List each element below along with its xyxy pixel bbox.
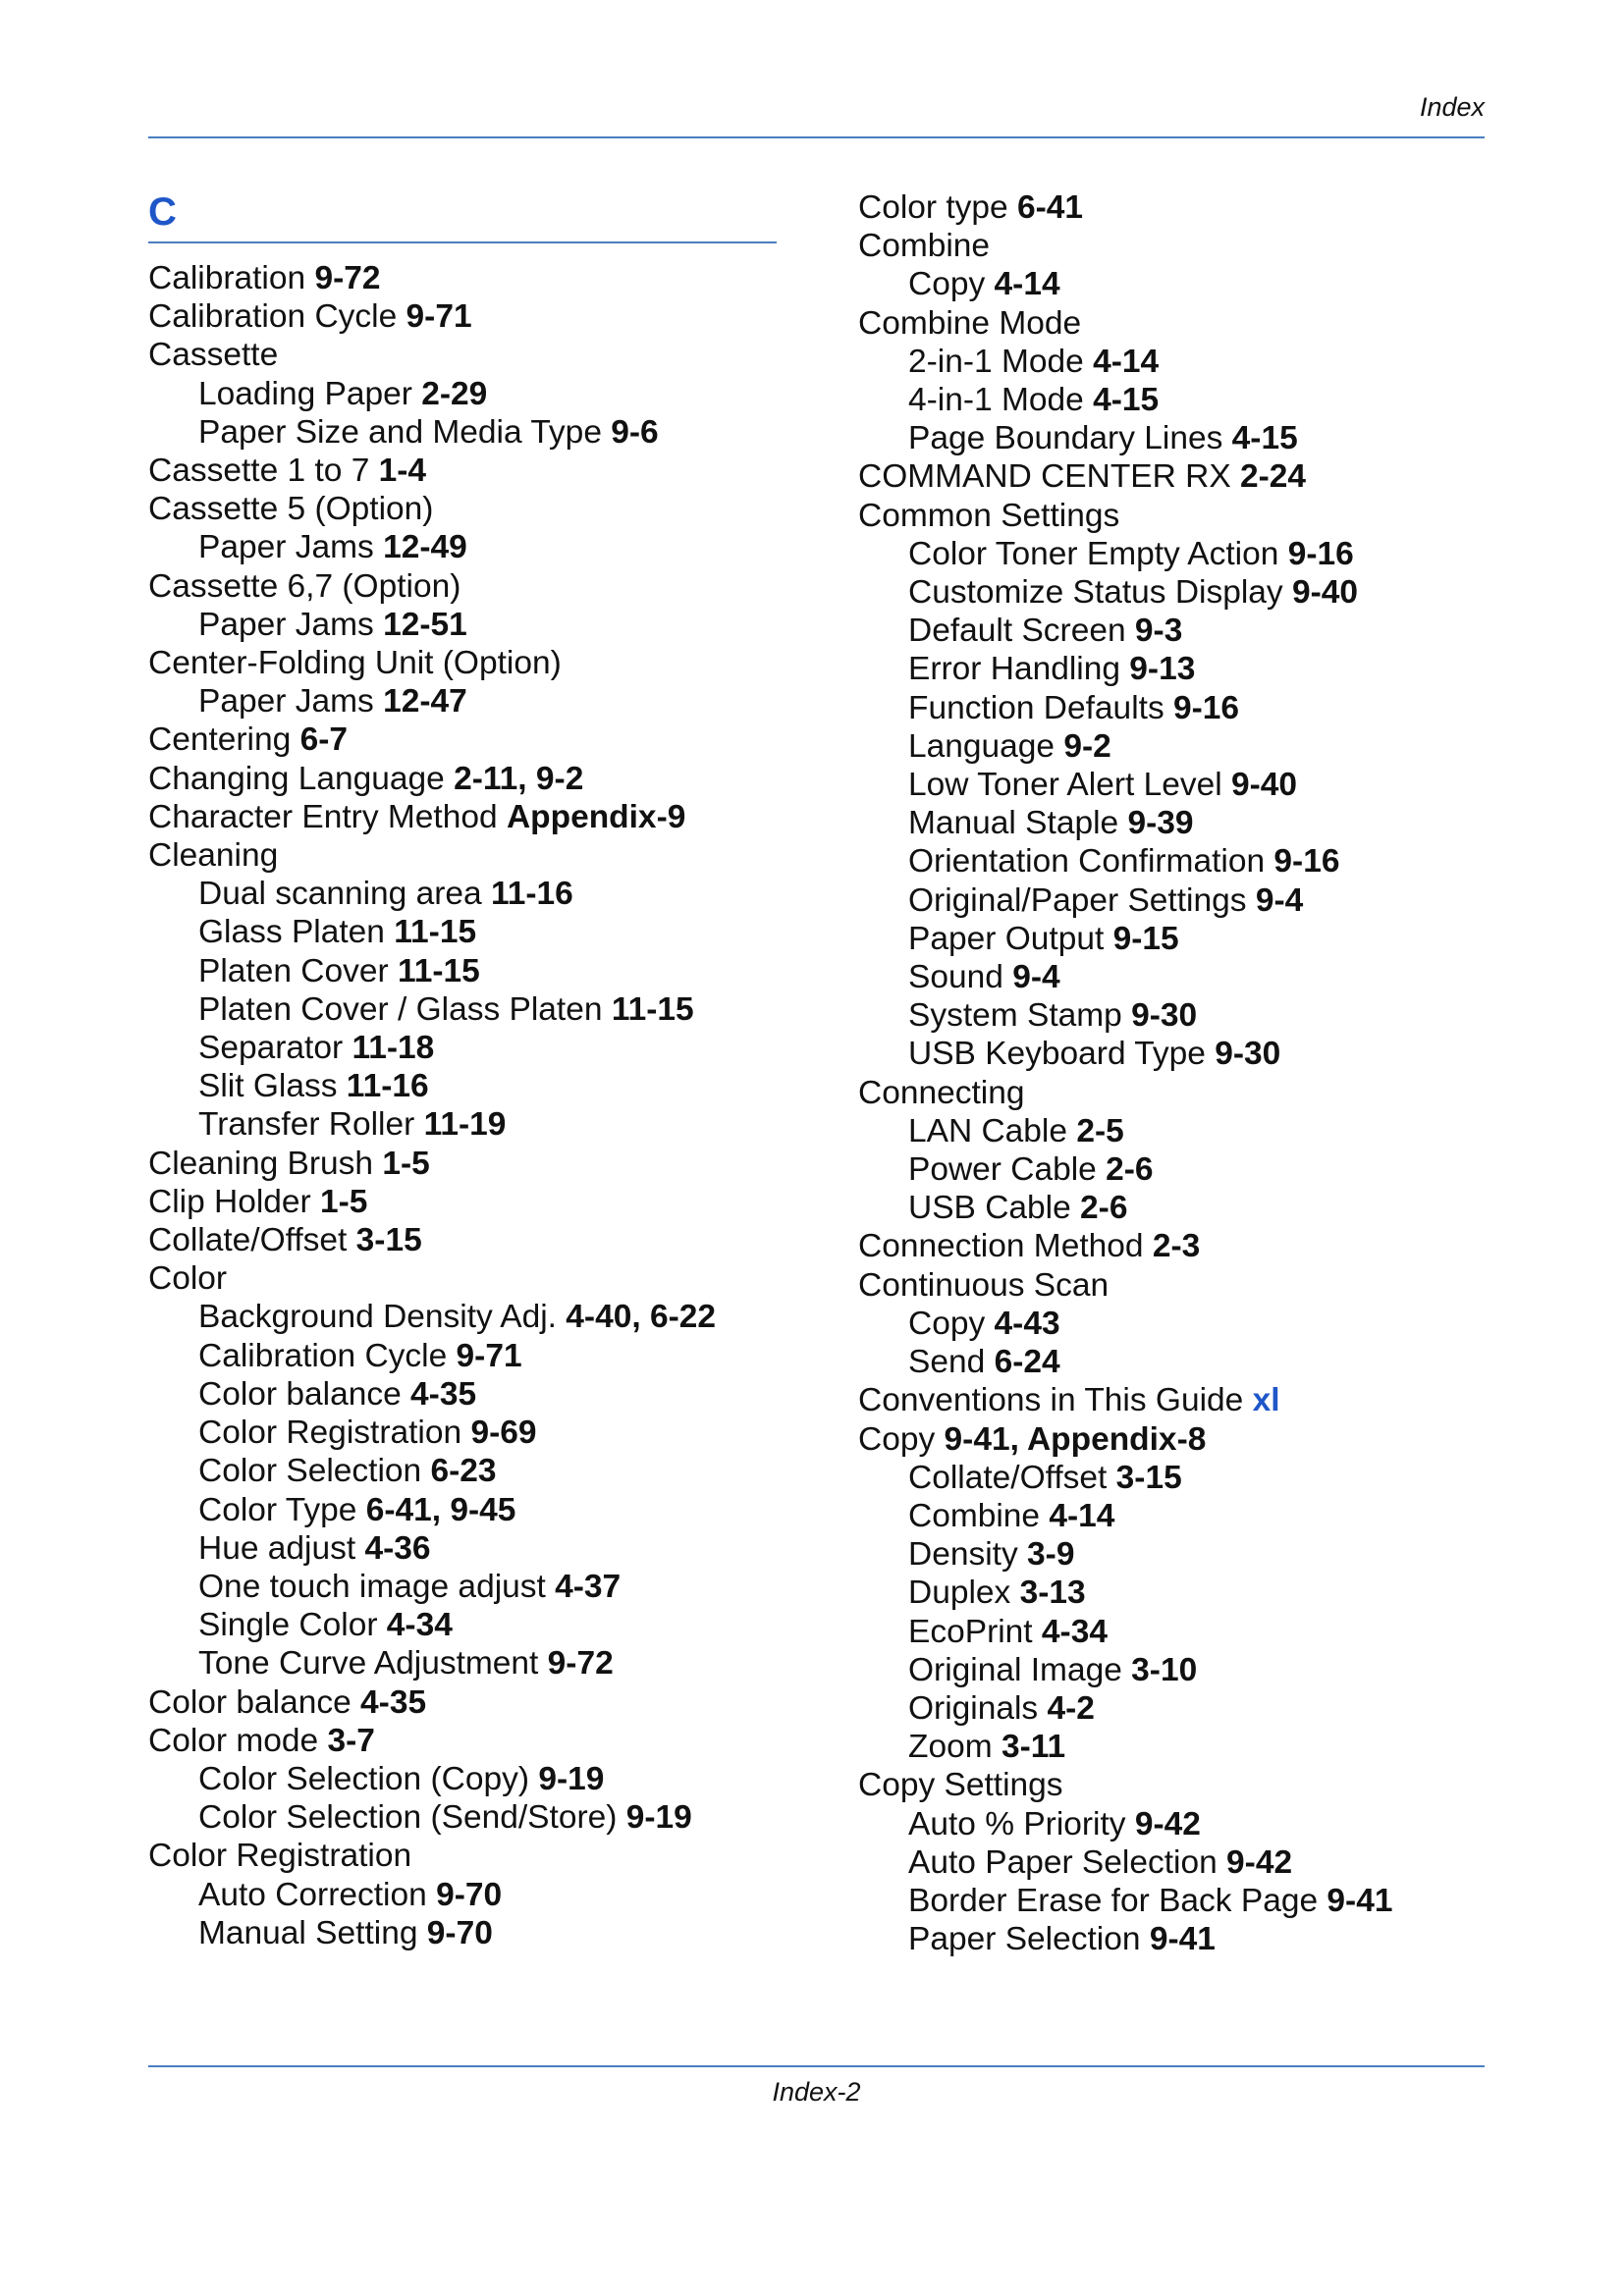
page-reference: 4-36 <box>364 1529 431 1567</box>
index-term: Platen Cover <box>198 952 389 989</box>
index-term: Centering <box>148 721 292 759</box>
index-subentry <box>858 650 1487 688</box>
index-term: Color Selection (Copy) <box>198 1760 529 1797</box>
index-term: Loading Paper <box>198 375 412 412</box>
page-reference: 9-4 <box>1255 881 1304 919</box>
index-entry <box>858 1227 1487 1265</box>
index-term: Calibration Cycle <box>198 1337 448 1374</box>
index-subentry <box>148 1337 777 1375</box>
index-term: Combine Mode <box>858 304 1082 342</box>
index-term: Color balance <box>198 1375 402 1413</box>
index-term: Copy Settings <box>858 1767 1063 1804</box>
index-term: Auto Paper Selection <box>908 1843 1218 1881</box>
page-reference: 9-40 <box>1231 767 1298 804</box>
page-reference: 4-40, 6-22 <box>566 1299 717 1336</box>
index-subentry <box>148 1798 777 1837</box>
page-reference: 1-5 <box>320 1183 368 1220</box>
page-reference: 11-16 <box>346 1068 429 1105</box>
page-reference: 2-29 <box>421 375 488 412</box>
index-term: Manual Staple <box>908 805 1119 842</box>
index-term: Collate/Offset <box>148 1222 348 1259</box>
index-subentry <box>148 528 777 566</box>
page-reference: 3-15 <box>355 1222 422 1259</box>
index-term: Conventions in This Guide <box>858 1382 1244 1419</box>
page-reference: 4-2 <box>1047 1689 1095 1727</box>
page-reference: 2-5 <box>1076 1112 1124 1149</box>
index-entry <box>858 1381 1487 1419</box>
index-term: Cleaning <box>148 837 279 875</box>
index-term: Paper Size and Media Type <box>198 413 602 451</box>
index-subentry <box>148 1606 777 1644</box>
index-term: Hue adjust <box>198 1529 356 1567</box>
index-term: Combine <box>908 1497 1041 1534</box>
index-subentry <box>858 727 1487 766</box>
index-term: Cassette 5 (Option) <box>148 491 434 528</box>
page-reference: 2-6 <box>1106 1151 1154 1189</box>
index-term: Paper Jams <box>198 529 374 566</box>
index-subentry <box>858 381 1487 419</box>
index-term: Color Registration <box>198 1415 462 1452</box>
index-term: Original/Paper Settings <box>908 881 1247 919</box>
index-term: Duplex <box>908 1575 1011 1612</box>
page-reference: 11-16 <box>490 876 573 913</box>
page-reference-link[interactable]: xl <box>1252 1382 1280 1419</box>
page-reference: 1-5 <box>382 1145 430 1182</box>
page-reference: 4-14 <box>1093 343 1160 380</box>
index-term: Collate/Offset <box>908 1459 1108 1496</box>
index-term: Page Boundary Lines <box>908 420 1223 457</box>
index-entry <box>148 1722 777 1760</box>
index-term: Common Settings <box>858 497 1120 534</box>
index-term: Function Defaults <box>908 689 1164 726</box>
index-subentry <box>148 1452 777 1490</box>
index-term: Power Cable <box>908 1151 1097 1189</box>
page-reference: 3-9 <box>1027 1536 1075 1574</box>
page-reference: 4-15 <box>1093 382 1160 419</box>
index-term: COMMAND CENTER RX <box>858 458 1231 496</box>
page-reference: Appendix-9 <box>506 798 686 835</box>
index-term: Auto % Priority <box>908 1805 1126 1842</box>
index-term: Calibration <box>148 260 306 296</box>
index-subentry <box>148 1067 777 1105</box>
index-subentry <box>858 996 1487 1035</box>
footer-page-number: Index-2 <box>772 2077 861 2107</box>
page-reference: 6-41 <box>1017 189 1084 226</box>
index-subentry <box>858 1651 1487 1689</box>
index-term: Calibration Cycle <box>148 298 398 336</box>
index-subentry <box>148 1105 777 1144</box>
page-reference: 9-70 <box>426 1914 493 1951</box>
page-reference: 4-43 <box>994 1305 1060 1342</box>
index-term: Character Entry Method <box>148 798 498 835</box>
index-term: Color Toner Empty Action <box>908 535 1279 572</box>
index-term: Changing Language <box>148 760 445 797</box>
index-subentry <box>858 1574 1487 1612</box>
index-subentry <box>148 1414 777 1452</box>
index-subentry <box>858 1459 1487 1497</box>
page-reference: 9-19 <box>538 1760 605 1797</box>
index-term: Cleaning Brush <box>148 1145 374 1182</box>
index-term: Single Color <box>198 1607 378 1644</box>
index-term: Original Image <box>908 1651 1122 1688</box>
page-reference: 9-30 <box>1215 1036 1281 1073</box>
index-subentry <box>148 413 777 452</box>
index-term: Zoom <box>908 1729 993 1766</box>
index-term: Auto Correction <box>198 1876 427 1913</box>
page-reference: 6-7 <box>299 721 348 759</box>
page-reference: 9-13 <box>1129 651 1196 688</box>
index-term: EcoPrint <box>908 1613 1033 1650</box>
page-reference: 9-41 <box>1326 1882 1393 1919</box>
index-subentry <box>148 375 777 413</box>
index-subentry <box>858 881 1487 920</box>
section-letter-heading: C <box>148 187 777 243</box>
page-reference: 2-6 <box>1080 1190 1128 1227</box>
page-reference: 9-15 <box>1112 920 1179 957</box>
index-term: Color mode <box>148 1722 319 1759</box>
index-term: 2-in-1 Mode <box>908 343 1084 380</box>
index-term: Copy <box>908 266 986 303</box>
index-term: Send <box>908 1344 986 1381</box>
index-term: Background Density Adj. <box>198 1299 557 1336</box>
page-reference: 9-69 <box>470 1415 537 1452</box>
index-term: Orientation Confirmation <box>908 843 1266 881</box>
page-reference: 9-42 <box>1134 1805 1201 1842</box>
index-entry <box>148 567 777 606</box>
index-entry <box>148 1221 777 1259</box>
index-subentry <box>858 419 1487 457</box>
index-term: Language <box>908 727 1056 765</box>
index-term: Color Selection <box>198 1453 422 1490</box>
page-reference: 6-24 <box>994 1344 1060 1381</box>
index-subentry <box>858 1535 1487 1574</box>
page-reference: 3-15 <box>1115 1459 1182 1496</box>
page-reference: 11-15 <box>611 990 694 1028</box>
index-subentry <box>858 1689 1487 1728</box>
index-entry <box>148 259 777 297</box>
index-term: System Stamp <box>908 997 1122 1035</box>
index-subentry <box>858 1189 1487 1227</box>
running-header <box>148 0 1485 138</box>
index-subentry <box>148 1298 777 1336</box>
index-subentry <box>858 920 1487 958</box>
page-reference: 9-40 <box>1291 574 1359 612</box>
index-term: Dual scanning area <box>198 876 482 913</box>
index-entry <box>148 1837 777 1875</box>
index-entry <box>148 1259 777 1298</box>
index-subentry <box>148 1644 777 1682</box>
page-reference: 12-49 <box>383 529 467 566</box>
index-subentry <box>148 682 777 721</box>
index-entry <box>858 188 1487 227</box>
index-entry <box>148 1683 777 1722</box>
page-reference: 4-35 <box>410 1375 477 1413</box>
index-entry <box>858 497 1487 535</box>
index-entry <box>858 304 1487 343</box>
index-term: Connection Method <box>858 1228 1144 1265</box>
index-column-left <box>148 187 777 1952</box>
index-term: Tone Curve Adjustment <box>198 1645 539 1682</box>
index-subentry <box>858 1613 1487 1651</box>
index-subentry <box>148 1914 777 1952</box>
index-subentry <box>148 1529 777 1568</box>
index-subentry <box>858 1035 1487 1073</box>
index-subentry <box>858 612 1487 650</box>
page-reference: 3-11 <box>1001 1729 1066 1766</box>
page-reference: 11-15 <box>397 952 480 989</box>
index-subentry <box>858 343 1487 381</box>
index-entry <box>148 760 777 798</box>
page-reference: 9-16 <box>1287 535 1354 572</box>
index-term: Originals <box>908 1689 1039 1727</box>
index-term: Color balance <box>148 1683 352 1721</box>
index-entry <box>858 1766 1487 1804</box>
index-term: Paper Jams <box>198 683 374 721</box>
page-reference: 2-3 <box>1152 1228 1201 1265</box>
index-term: Error Handling <box>908 651 1120 688</box>
index-term: Color Type <box>198 1491 357 1528</box>
page-reference: 9-41 <box>1149 1921 1216 1958</box>
index-term: One touch image adjust <box>198 1568 546 1605</box>
index-term: USB Keyboard Type <box>908 1036 1206 1073</box>
index-term: Continuous Scan <box>858 1266 1110 1304</box>
index-term: LAN Cable <box>908 1112 1068 1149</box>
page-reference: 9-30 <box>1131 997 1198 1035</box>
index-term: Sound <box>908 959 1003 996</box>
index-subentry <box>148 1760 777 1798</box>
page-reference: 9-72 <box>314 260 381 296</box>
index-subentry <box>148 913 777 951</box>
page-reference: 6-23 <box>430 1453 497 1490</box>
page-reference: 11-15 <box>394 914 477 951</box>
index-subentry <box>148 606 777 644</box>
index-list-right <box>858 188 1487 1958</box>
index-entry <box>858 457 1487 496</box>
index-entry <box>858 1266 1487 1305</box>
index-term: Density <box>908 1536 1018 1574</box>
page-reference: 9-16 <box>1173 689 1240 726</box>
page-reference: 4-15 <box>1231 420 1298 457</box>
index-term: Cassette 6,7 (Option) <box>148 567 461 605</box>
index-subentry <box>148 952 777 990</box>
index-entry <box>148 452 777 490</box>
index-term: Copy <box>858 1420 936 1458</box>
index-entry <box>148 1145 777 1183</box>
index-term: Border Erase for Back Page <box>908 1882 1319 1919</box>
index-subentry <box>858 804 1487 842</box>
index-term: Manual Setting <box>198 1914 418 1951</box>
page-reference: 11-18 <box>352 1030 435 1067</box>
index-term: Cassette 1 to 7 <box>148 453 370 490</box>
index-term: Color Selection (Send/Store) <box>198 1799 618 1837</box>
index-entry <box>858 1420 1487 1459</box>
index-term: Paper Jams <box>198 606 374 643</box>
index-subentry <box>858 535 1487 573</box>
index-subentry <box>858 1150 1487 1189</box>
index-subentry <box>858 689 1487 727</box>
index-subentry <box>858 1728 1487 1766</box>
header-title: Index <box>1419 92 1485 122</box>
index-subentry <box>148 1876 777 1914</box>
running-footer <box>148 2065 1485 2108</box>
page-reference: 9-2 <box>1063 727 1111 765</box>
page-reference: 12-51 <box>383 606 467 643</box>
index-term: USB Cable <box>908 1190 1071 1227</box>
index-term: Default Screen <box>908 613 1126 650</box>
page-reference: 6-41, 9-45 <box>365 1491 516 1528</box>
index-subentry <box>858 766 1487 804</box>
index-entry <box>148 490 777 528</box>
index-subentry <box>148 990 777 1029</box>
page-reference: 4-14 <box>1049 1497 1115 1534</box>
index-term: Customize Status Display <box>908 574 1283 612</box>
index-entry <box>148 644 777 682</box>
index-entry <box>148 297 777 336</box>
index-term: Color <box>148 1260 228 1298</box>
page-reference: 4-37 <box>555 1568 622 1605</box>
page-reference: 9-6 <box>611 413 659 451</box>
index-column-right <box>858 188 1487 1958</box>
page-reference: 2-24 <box>1240 458 1307 496</box>
index-term: Color type <box>858 189 1008 226</box>
index-entry <box>858 227 1487 265</box>
index-subentry <box>148 1375 777 1414</box>
page-reference: 3-10 <box>1131 1651 1198 1688</box>
index-term: 4-in-1 Mode <box>908 382 1084 419</box>
index-subentry <box>858 1805 1487 1843</box>
index-term: Transfer Roller <box>198 1106 415 1144</box>
page-reference: 11-19 <box>423 1106 507 1144</box>
index-term: Paper Output <box>908 920 1105 957</box>
page-reference: 9-4 <box>1012 959 1060 996</box>
index-term: Separator <box>198 1030 344 1067</box>
index-term: Glass Platen <box>198 914 385 951</box>
page-reference: 3-13 <box>1019 1575 1086 1612</box>
page-reference: 9-39 <box>1127 805 1194 842</box>
index-entry <box>148 798 777 836</box>
index-subentry <box>858 1843 1487 1882</box>
index-term: Platen Cover / Glass Platen <box>198 990 603 1028</box>
page-reference: 9-3 <box>1134 613 1183 650</box>
index-subentry <box>858 842 1487 881</box>
page-reference: 9-70 <box>436 1876 503 1913</box>
index-term: Low Toner Alert Level <box>908 767 1222 804</box>
page-reference: 9-19 <box>625 1799 692 1837</box>
index-subentry <box>148 1491 777 1529</box>
index-term: Clip Holder <box>148 1183 311 1220</box>
index-term: Connecting <box>858 1074 1025 1111</box>
index-term: Cassette <box>148 337 279 374</box>
page-reference: 3-7 <box>327 1722 375 1759</box>
index-subentry <box>858 1305 1487 1343</box>
index-subentry <box>858 1497 1487 1535</box>
index-term: Paper Selection <box>908 1921 1141 1958</box>
page-reference: 9-42 <box>1226 1843 1293 1881</box>
index-subentry <box>858 573 1487 612</box>
index-subentry <box>858 1882 1487 1920</box>
page-reference: 9-71 <box>406 298 472 336</box>
index-subentry <box>858 265 1487 303</box>
page-reference: 9-41, Appendix-8 <box>944 1420 1207 1458</box>
index-entry <box>148 1183 777 1221</box>
index-entry <box>148 721 777 759</box>
page-reference: 9-72 <box>547 1645 614 1682</box>
index-term: Copy <box>908 1305 986 1342</box>
page-reference: 4-34 <box>386 1607 453 1644</box>
page-reference: 9-71 <box>456 1337 522 1374</box>
index-entry <box>858 1074 1487 1112</box>
page-reference: 4-34 <box>1041 1613 1108 1650</box>
index-term: Center-Folding Unit (Option) <box>148 645 562 682</box>
index-subentry <box>858 1343 1487 1381</box>
page-reference: 4-35 <box>360 1683 427 1721</box>
page-reference: 1-4 <box>378 453 427 490</box>
index-subentry <box>858 1920 1487 1958</box>
page-reference: 4-14 <box>994 266 1060 303</box>
index-subentry <box>858 958 1487 996</box>
index-entry <box>148 836 777 875</box>
index-term: Color Registration <box>148 1838 412 1875</box>
index-term: Combine <box>858 228 991 265</box>
index-list-left <box>148 259 777 1952</box>
index-subentry <box>858 1112 1487 1150</box>
page-reference: 2-11, 9-2 <box>454 760 584 797</box>
page-reference: 12-47 <box>383 683 467 721</box>
index-term: Slit Glass <box>198 1068 338 1105</box>
index-entry <box>148 336 777 374</box>
index-subentry <box>148 1568 777 1606</box>
index-subentry <box>148 1029 777 1067</box>
index-subentry <box>148 875 777 913</box>
page-reference: 9-16 <box>1273 843 1340 881</box>
